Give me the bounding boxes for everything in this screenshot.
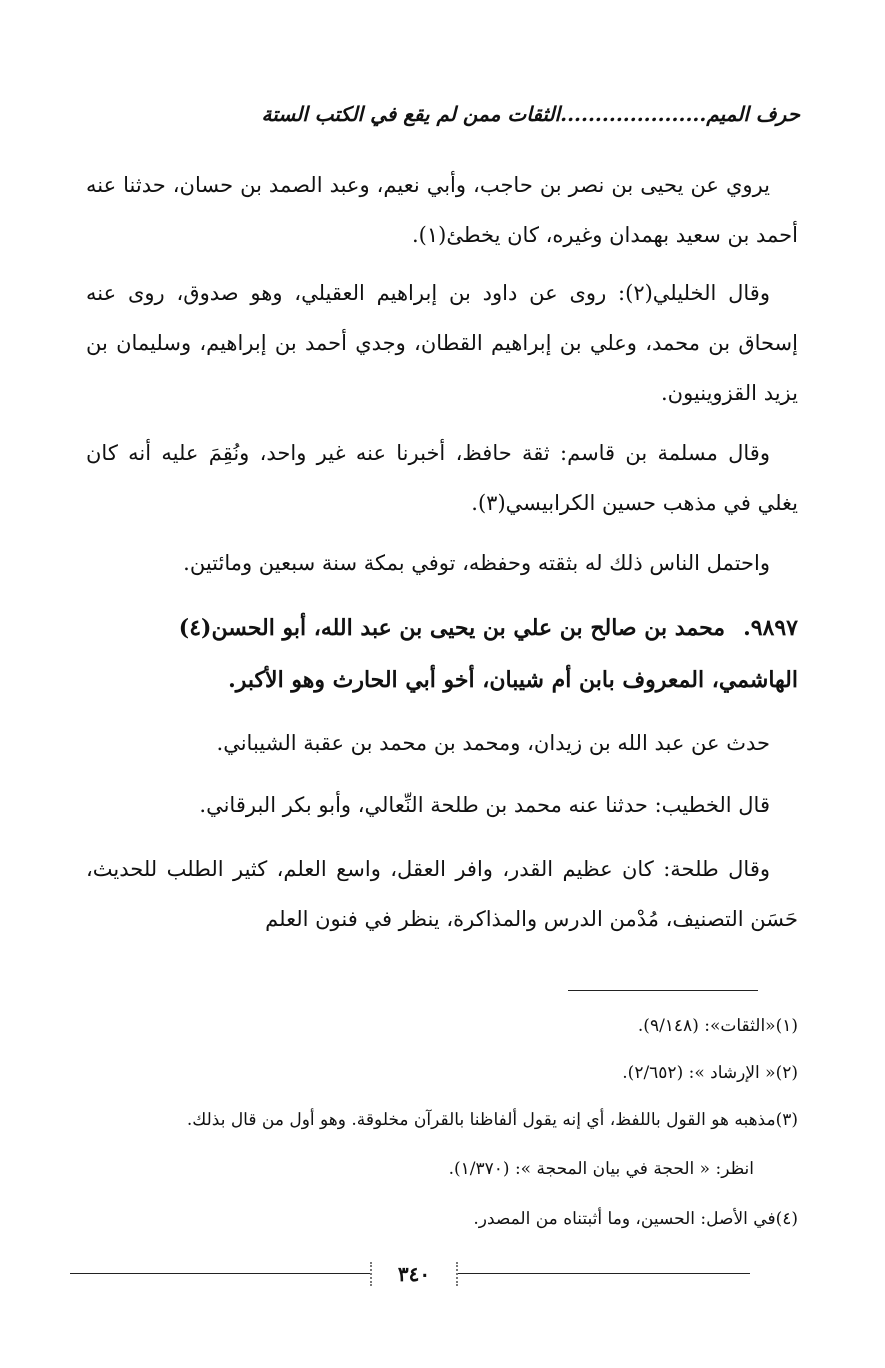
footnote-3: (٣)مذهبه هو القول باللفظ، أي إنه يقول ألفاظنا بالقرآن مخلوقة. وهو أول من قال بذلك. (186, 1110, 798, 1130)
footer-rule-left (70, 1273, 370, 1274)
biography-entry-heading (86, 602, 798, 706)
entry-paragraph-2: قال الخطيب: حدثنا عنه محمد بن طلحة النِّعالي، وأبو بكر البرقاني. (199, 793, 770, 817)
page-footer (70, 1262, 750, 1288)
footer-rule-right (458, 1273, 750, 1274)
footnote-4: (٤)في الأصل: الحسين، وما أثبتناه من المصدر. (473, 1209, 798, 1229)
entry-paragraph-3: وقال طلحة: كان عظيم القدر، وافر العقل، واسع العلم، كثير الطلب للحديث، حَسَن التصنيف، مُدْمن الدرس والمذاكرة، ينظر في فنون العلم (86, 857, 798, 931)
entry-paragraph-1: حدث عن عبد الله بن زيدان، ومحمد بن محمد بن عقبة الشيباني. (216, 731, 770, 755)
entry-heading-text: محمد بن صالح بن علي بن يحيى بن عبد الله، أبو الحسن(٤) الهاشمي، المعروف بابن أم شيبان، أخو أبي الحارث وهو الأكبر. (178, 615, 798, 693)
body-paragraph-4: واحتمل الناس ذلك له بثقته وحفظه، توفي بمكة سنة سبعين ومائتين. (183, 551, 770, 575)
body-paragraph-2: وقال الخليلي(٢): روى عن داود بن إبراهيم العقيلي، وهو صدوق، روى عنه إسحاق بن محمد، وعلي بن إبراهيم القطان، وجدي أحمد بن إبراهيم، وسليمان بن يزيد القزوينيون. (86, 281, 798, 405)
running-header: حرف الميم.....................الثقات ممن لم يقع في الكتب الستة (261, 102, 800, 126)
entry-number: ٩٨٩٧. (743, 615, 798, 641)
footnote-separator (568, 990, 758, 991)
footnote-3-continuation: انظر: « الحجة في بيان المحجة »: (١/٣٧٠). (448, 1159, 754, 1179)
body-paragraph-3: وقال مسلمة بن قاسم: ثقة حافظ، أخبرنا عنه غير واحد، ونُقِمَ عليه أنه كان يغلي في مذهب حسين الكرابيسي(٣). (86, 441, 798, 515)
page-number: ٣٤٠ (370, 1262, 458, 1286)
body-paragraph-1: يروي عن يحيى بن نصر بن حاجب، وأبي نعيم، وعبد الصمد بن حسان، حدثنا عنه أحمد بن سعيد بهمدان وغيره، كان يخطئ(١). (86, 173, 798, 247)
footnote-2: (٢)« الإرشاد »: (٢/٦٥٢). (622, 1063, 798, 1083)
footnote-1: (١)«الثقات»: (٩/١٤٨). (637, 1016, 798, 1036)
